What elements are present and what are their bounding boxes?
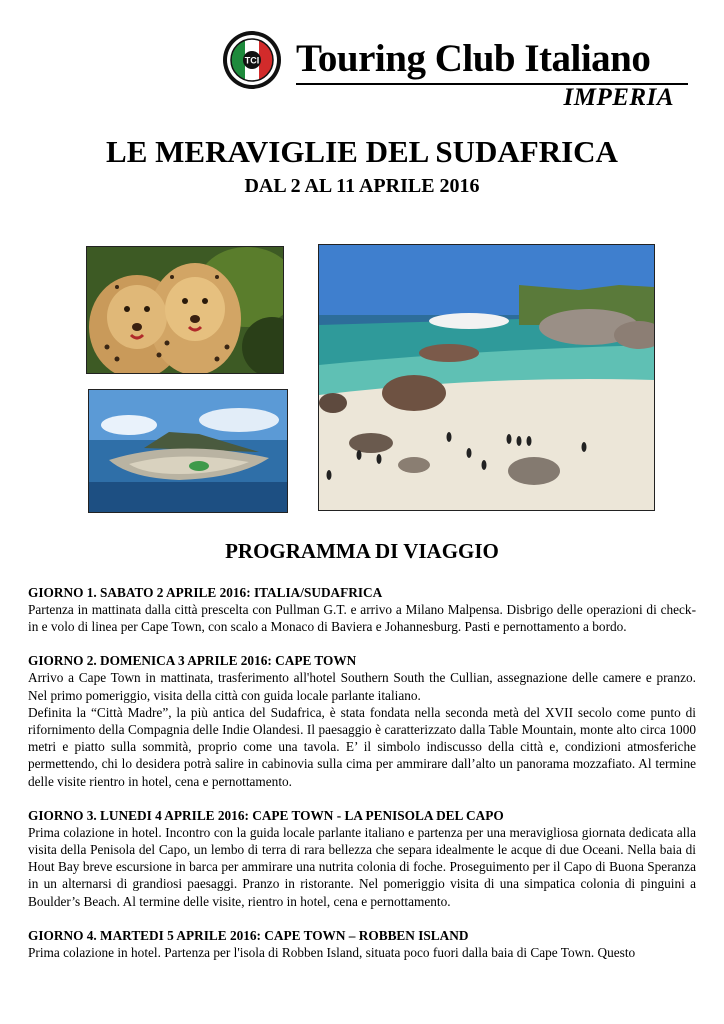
day-paragraph: Definita la “Città Madre”, la più antica del Sudafrica, è stata fondata nella seconda metà del XVII secolo come punto di rifornimento della Compagnia delle Indie Olandesi. Il paesaggio è caratterizzato dalla Table Mountain, monte alto circa 1000 metri e piatto sulla sommità, proprio come una tavola. E’ il simbolo indiscusso della città e, condizioni atmosferiche permettendo, chi lo desidera potrà salire in cabinovia sulla cima per ammirare dall’alto un panorama mozzafiato. Al termine delle visite rientro in hotel, cena e pernottamento. — [28, 704, 696, 789]
trip-title: LE MERAVIGLIE DEL SUDAFRICA — [106, 134, 618, 169]
beach-image — [319, 245, 654, 510]
day-heading: GIORNO 3. LUNEDI 4 APRILE 2016: CAPE TOWN - LA PENISOLA DEL CAPO — [28, 807, 504, 823]
organization-city: IMPERIA — [563, 84, 674, 111]
day-paragraph: Partenza in mattinata dalla città prescelta con Pullman G.T. e arrivo a Milano Malpensa. Disbrigo delle operazioni di check-in e volo di linea per Cape Town, con scalo a Monaco di Baviera e Johannesburg. Pasti e pernottamento a bordo. — [28, 602, 696, 635]
tci-logo-icon — [222, 30, 282, 90]
trip-dates: DAL 2 AL 11 APRILE 2016 — [244, 175, 480, 197]
day-heading: GIORNO 4. MARTEDI 5 APRILE 2016: CAPE TOWN – ROBBEN ISLAND — [28, 927, 469, 943]
cheetah-photo — [86, 246, 284, 374]
cheetah-image — [87, 247, 283, 373]
day-heading: GIORNO 1. SABATO 2 APRILE 2016: ITALIA/SUDAFRICA — [28, 585, 383, 600]
itinerary-day-4 — [28, 927, 696, 961]
header — [220, 26, 692, 114]
itinerary-day-1 — [28, 584, 696, 635]
itinerary — [28, 584, 696, 978]
boulders-beach-penguins-photo — [318, 244, 655, 511]
itinerary-day-3 — [28, 807, 696, 910]
day-paragraph: Prima colazione in hotel. Partenza per l'isola di Robben Island, situata poco fuori dalla baia di Cape Town. Questo — [28, 944, 636, 960]
day-paragraph: Arrivo a Cape Town in mattinata, trasferimento all'hotel Southern South the Cullian, assegnazione delle camere e pranzo. Nel primo pomeriggio, visita della città con guida locale parlante italiano. — [28, 670, 696, 703]
organization-name: Touring Club Italiano — [296, 37, 651, 80]
cape-town-image — [89, 390, 287, 512]
day-paragraph: Prima colazione in hotel. Incontro con la guida locale parlante italiano e partenza per una meravigliosa giornata dedicata alla visita della Penisola del Capo, un lembo di terra di rara bellezza che separa idealmente le acque di due Oceani. Nella baia di Hout Bay breve escursione in barca per ammirare una nutrita colonia di foche. Proseguimento per il Capo di Buona Speranza in un alternarsi di grandiosi paesaggi. Pranzo in ristorante. Nel pomeriggio visita di una simpatica colonia di pinguini a Boulder’s Beach. Al termine delle visite, rientro in hotel, cena e pernottamento. — [28, 824, 696, 909]
itinerary-day-2 — [28, 652, 696, 789]
day-heading: GIORNO 2. DOMENICA 3 APRILE 2016: CAPE TOWN — [28, 653, 357, 669]
program-title: PROGRAMMA DI VIAGGIO — [225, 539, 499, 563]
logo-text: TCI — [244, 55, 260, 66]
cape-town-aerial-photo — [88, 389, 288, 513]
